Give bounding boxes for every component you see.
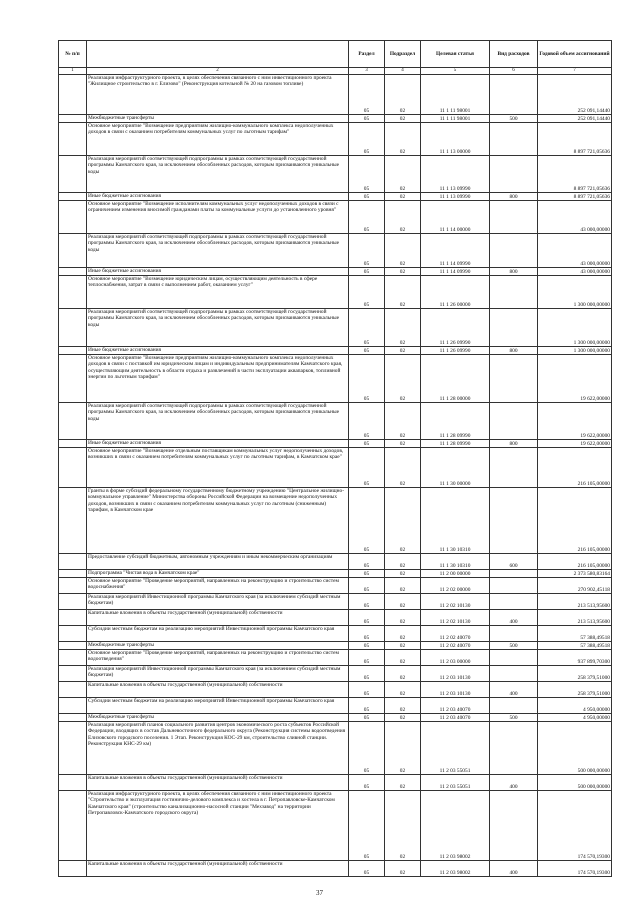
row-exptype-cell: 800: [490, 193, 538, 201]
table-row: [59, 403, 612, 440]
row-name-cell: Реализация мероприятий соответствующей подпрограммы в рамках соответствующей государственной программы Камчатского края, за исключением обособленных расходов, которым присваиваются уникальные коды: [87, 403, 349, 440]
row-podrazdel-cell: 02: [385, 554, 421, 570]
table-row: [59, 642, 612, 650]
row-num-cell: [59, 115, 87, 123]
row-razdel-cell: 05: [349, 268, 385, 276]
table-row: [59, 355, 612, 403]
row-num-cell: [59, 309, 87, 347]
row-podrazdel-cell: 02: [385, 75, 421, 115]
header-podrazdel: Подраздел: [385, 41, 421, 68]
page-number: 37: [316, 889, 323, 897]
row-target-cell: 11 2 03 10130: [421, 682, 490, 698]
row-target-cell: 11 2 02 40070: [421, 626, 490, 642]
table-row: [59, 610, 612, 626]
row-target-cell: 11 2 02 00000: [421, 578, 490, 594]
row-podrazdel-cell: 02: [385, 488, 421, 554]
row-num-cell: [59, 594, 87, 610]
row-amount-cell: 4 950,00000: [538, 698, 612, 714]
row-name-cell: Подпрограмма "Чистая вода в Камчатском крае": [87, 570, 349, 578]
row-num-cell: [59, 554, 87, 570]
table-row: [59, 594, 612, 610]
row-razdel-cell: 05: [349, 488, 385, 554]
row-name-cell: Основное мероприятие "Возмещение отдельным поставщикам коммунальных услуг недополученных доходов, возникших в связи с оказанием потребителям коммунальных услуг по льготным тарифам, в Камчатском крае": [87, 448, 349, 488]
row-num-cell: [59, 626, 87, 642]
table-row: [59, 570, 612, 578]
column-index-cell: 2: [87, 68, 349, 75]
row-num-cell: [59, 193, 87, 201]
row-name-cell: Капитальные вложения в объекты государственной (муниципальной) собственности: [87, 682, 349, 698]
row-num-cell: [59, 666, 87, 682]
row-num-cell: [59, 347, 87, 355]
row-podrazdel-cell: 02: [385, 698, 421, 714]
row-amount-cell: 19 622,00000: [538, 403, 612, 440]
row-podrazdel-cell: 02: [385, 578, 421, 594]
row-razdel-cell: 05: [349, 123, 385, 156]
table-row: [59, 448, 612, 488]
table-row: [59, 309, 612, 347]
row-razdel-cell: 05: [349, 234, 385, 268]
row-amount-cell: 252 091,14440: [538, 75, 612, 115]
header-target: Целевая статья: [421, 41, 490, 68]
row-name-cell: Капитальные вложения в объекты государственной (муниципальной) собственности: [87, 775, 349, 791]
row-exptype-cell: [490, 201, 538, 234]
row-name-cell: Иные бюджетные ассигнования: [87, 193, 349, 201]
row-razdel-cell: 05: [349, 554, 385, 570]
row-exptype-cell: 800: [490, 347, 538, 355]
row-name-cell: Межбюджетные трансферты: [87, 642, 349, 650]
row-razdel-cell: 05: [349, 682, 385, 698]
row-razdel-cell: 05: [349, 156, 385, 193]
row-exptype-cell: [490, 234, 538, 268]
row-exptype-cell: 800: [490, 268, 538, 276]
table-row: [59, 201, 612, 234]
row-num-cell: [59, 714, 87, 722]
row-podrazdel-cell: 02: [385, 123, 421, 156]
row-amount-cell: 4 950,00000: [538, 714, 612, 722]
row-razdel-cell: 05: [349, 791, 385, 861]
row-name-cell: Реализация мероприятий соответствующей подпрограммы в рамках соответствующей государственной программы Камчатского края, за исключением обособленных расходов, которым присваиваются уникальные коды: [87, 156, 349, 193]
header-razdel: Раздел: [349, 41, 385, 68]
row-razdel-cell: 05: [349, 578, 385, 594]
row-amount-cell: 500 000,00000: [538, 722, 612, 775]
row-podrazdel-cell: 02: [385, 193, 421, 201]
table-row: [59, 488, 612, 554]
row-podrazdel-cell: 02: [385, 440, 421, 448]
row-num-cell: [59, 276, 87, 309]
row-razdel-cell: 05: [349, 861, 385, 877]
row-amount-cell: 174 570,19300: [538, 791, 612, 861]
row-num-cell: [59, 610, 87, 626]
row-razdel-cell: 05: [349, 347, 385, 355]
budget-table-sheet: [58, 40, 611, 877]
header-exptype: Вид расходов: [490, 41, 538, 68]
table-row: [59, 115, 612, 123]
row-target-cell: 11 1 13 09990: [421, 156, 490, 193]
row-amount-cell: 1 300 000,00000: [538, 276, 612, 309]
row-amount-cell: 19 622,00000: [538, 440, 612, 448]
row-amount-cell: 43 000,00000: [538, 234, 612, 268]
row-amount-cell: 8 897 721,05636: [538, 193, 612, 201]
row-amount-cell: 57 388,49518: [538, 642, 612, 650]
row-target-cell: 11 1 26 09990: [421, 309, 490, 347]
row-exptype-cell: [490, 123, 538, 156]
row-amount-cell: 258 379,51000: [538, 682, 612, 698]
row-podrazdel-cell: 02: [385, 610, 421, 626]
row-exptype-cell: [490, 570, 538, 578]
row-razdel-cell: 05: [349, 722, 385, 775]
row-exptype-cell: [490, 791, 538, 861]
row-podrazdel-cell: 02: [385, 775, 421, 791]
table-row: [59, 554, 612, 570]
row-name-cell: Основное мероприятие "Возмещение предприятиям жилищно-коммунального комплекса недополученных доходов в связи с оказанием потребителям коммунальных услуг по льготным тарифам": [87, 123, 349, 156]
row-exptype-cell: [490, 309, 538, 347]
row-target-cell: 11 2 03 98002: [421, 791, 490, 861]
row-podrazdel-cell: 02: [385, 268, 421, 276]
row-razdel-cell: 05: [349, 440, 385, 448]
column-index-cell: 6: [490, 68, 538, 75]
row-num-cell: [59, 403, 87, 440]
row-razdel-cell: 05: [349, 115, 385, 123]
row-exptype-cell: [490, 698, 538, 714]
row-target-cell: 11 1 11 98001: [421, 115, 490, 123]
row-name-cell: Основное мероприятие "Проведение мероприятий, направленных на реконструкцию и строительство систем водоснабжения": [87, 578, 349, 594]
row-razdel-cell: 05: [349, 448, 385, 488]
row-podrazdel-cell: 02: [385, 594, 421, 610]
row-name-cell: Межбюджетные трансферты: [87, 714, 349, 722]
row-num-cell: [59, 75, 87, 115]
row-name-cell: Реализация мероприятий соответствующей подпрограммы в рамках соответствующей государственной программы Камчатского края, за исключением обособленных расходов, которым присваиваются уникальные коды: [87, 309, 349, 347]
row-target-cell: 11 2 03 00000: [421, 650, 490, 666]
row-razdel-cell: 05: [349, 642, 385, 650]
row-razdel-cell: 05: [349, 75, 385, 115]
row-podrazdel-cell: 02: [385, 347, 421, 355]
row-razdel-cell: 05: [349, 650, 385, 666]
row-podrazdel-cell: 02: [385, 309, 421, 347]
table-row: [59, 193, 612, 201]
row-exptype-cell: [490, 448, 538, 488]
row-name-cell: Капитальные вложения в объекты государственной (муниципальной) собственности: [87, 861, 349, 877]
table-row: [59, 234, 612, 268]
row-num-cell: [59, 488, 87, 554]
row-amount-cell: 19 622,00000: [538, 355, 612, 403]
row-razdel-cell: 05: [349, 775, 385, 791]
row-podrazdel-cell: 02: [385, 201, 421, 234]
row-exptype-cell: [490, 626, 538, 642]
row-amount-cell: 43 000,00000: [538, 201, 612, 234]
row-num-cell: [59, 650, 87, 666]
table-row: [59, 714, 612, 722]
row-razdel-cell: 05: [349, 355, 385, 403]
row-podrazdel-cell: 02: [385, 403, 421, 440]
row-num-cell: [59, 775, 87, 791]
row-podrazdel-cell: 02: [385, 650, 421, 666]
column-index-row: [59, 68, 612, 75]
table-row: [59, 861, 612, 877]
row-target-cell: 11 1 26 09990: [421, 347, 490, 355]
row-name-cell: Субсидии местным бюджетам на реализацию мероприятий Инвестиционной программы Камчатского края: [87, 698, 349, 714]
row-target-cell: 11 1 28 09990: [421, 403, 490, 440]
table-row: [59, 791, 612, 861]
row-razdel-cell: 05: [349, 626, 385, 642]
row-target-cell: 11 1 14 09990: [421, 234, 490, 268]
row-target-cell: 11 2 03 55051: [421, 722, 490, 775]
row-target-cell: 11 2 02 10130: [421, 594, 490, 610]
row-target-cell: 11 2 03 40070: [421, 714, 490, 722]
row-num-cell: [59, 201, 87, 234]
table-row: [59, 347, 612, 355]
row-podrazdel-cell: 02: [385, 276, 421, 309]
column-index-cell: 1: [59, 68, 87, 75]
row-target-cell: 11 1 28 09990: [421, 440, 490, 448]
header-amount: Годовой объем ассигнований: [538, 41, 612, 68]
table-row: [59, 775, 612, 791]
row-name-cell: Иные бюджетные ассигнования: [87, 440, 349, 448]
row-podrazdel-cell: 02: [385, 666, 421, 682]
row-amount-cell: 213 513,95600: [538, 594, 612, 610]
row-name-cell: Основное мероприятие "Возмещение предприятиям жилищно-коммунального комплекса недополученных доходов в связи с поставкой им юридическим лицам и индивидуальным предпринимателям Камчатского края, осуществляющим деятельность в области отдыха и развлечений в части эксплуатации аквапарков, топливной энергии по льготным тарифам": [87, 355, 349, 403]
row-razdel-cell: 05: [349, 594, 385, 610]
row-name-cell: Субсидии местным бюджетам на реализацию мероприятий Инвестиционной программы Камчатского края: [87, 626, 349, 642]
row-razdel-cell: 05: [349, 201, 385, 234]
row-amount-cell: 216 105,00000: [538, 488, 612, 554]
table-row: [59, 722, 612, 775]
row-razdel-cell: 05: [349, 403, 385, 440]
row-name-cell: Реализация инфраструктурного проекта, в целях обеспечения связанного с ним инвестиционного проекта "Строительство и эксплуатация гостинично-делового комплекса и хостела в г. Петропавловске-Камчатском Камчатского края" (строительство канализационно-насосной станции "Мехзавод" на территории Петропавловск-Камчатского городского округа): [87, 791, 349, 861]
row-target-cell: 11 1 14 00000: [421, 201, 490, 234]
row-amount-cell: 2 373 580,83164: [538, 570, 612, 578]
row-target-cell: 11 1 11 98001: [421, 75, 490, 115]
row-amount-cell: 8 897 721,05636: [538, 156, 612, 193]
row-target-cell: 11 1 28 00000: [421, 355, 490, 403]
row-num-cell: [59, 268, 87, 276]
row-razdel-cell: 05: [349, 276, 385, 309]
row-razdel-cell: 05: [349, 698, 385, 714]
table-row: [59, 698, 612, 714]
column-index-cell: 5: [421, 68, 490, 75]
row-exptype-cell: 400: [490, 861, 538, 877]
table-row: [59, 123, 612, 156]
row-amount-cell: 43 000,00000: [538, 268, 612, 276]
row-name-cell: Реализация мероприятий Инвестиционной программы Камчатского края (за исключением субсидий местным бюджетам): [87, 594, 349, 610]
table-row: [59, 156, 612, 193]
row-razdel-cell: 05: [349, 193, 385, 201]
row-amount-cell: 258 379,51000: [538, 666, 612, 682]
row-name-cell: Капитальные вложения в объекты государственной (муниципальной) собственности: [87, 610, 349, 626]
row-num-cell: [59, 355, 87, 403]
row-amount-cell: 252 091,14440: [538, 115, 612, 123]
row-amount-cell: 500 000,00000: [538, 775, 612, 791]
row-target-cell: 11 1 13 09990: [421, 193, 490, 201]
row-exptype-cell: 600: [490, 554, 538, 570]
header-num: № п/п: [59, 41, 87, 68]
row-exptype-cell: 500: [490, 714, 538, 722]
row-exptype-cell: 800: [490, 440, 538, 448]
row-exptype-cell: [490, 276, 538, 309]
budget-table: [58, 40, 612, 877]
column-index-cell: 3: [349, 68, 385, 75]
row-num-cell: [59, 861, 87, 877]
row-podrazdel-cell: 02: [385, 234, 421, 268]
row-num-cell: [59, 682, 87, 698]
row-podrazdel-cell: 02: [385, 626, 421, 642]
row-num-cell: [59, 570, 87, 578]
row-name-cell: Основное мероприятие "Проведение мероприятий, направленных на реконструкцию и строительство систем водоотведения": [87, 650, 349, 666]
row-exptype-cell: 400: [490, 775, 538, 791]
row-exptype-cell: 500: [490, 642, 538, 650]
row-exptype-cell: [490, 722, 538, 775]
row-exptype-cell: [490, 666, 538, 682]
table-row: [59, 578, 612, 594]
table-row: [59, 682, 612, 698]
column-index-cell: 4: [385, 68, 421, 75]
row-num-cell: [59, 698, 87, 714]
row-podrazdel-cell: 02: [385, 714, 421, 722]
row-podrazdel-cell: 02: [385, 642, 421, 650]
row-razdel-cell: 05: [349, 666, 385, 682]
column-index-cell: 7: [538, 68, 612, 75]
row-podrazdel-cell: 02: [385, 156, 421, 193]
row-name-cell: Реализация мероприятий соответствующей подпрограммы в рамках соответствующей государственной программы Камчатского края, за исключением обособленных расходов, которым присваиваются уникальные коды: [87, 234, 349, 268]
row-amount-cell: 1 300 000,00000: [538, 347, 612, 355]
row-target-cell: 11 1 26 00000: [421, 276, 490, 309]
row-name-cell: Гранты в форме субсидий федеральному государственному бюджетному учреждению "Центральное жилищно-коммунальное управление" Министерства обороны Российской Федерации на возмещение недополученных доходов, возникших в связи с оказанием потребителям коммунальных услуг по льготным (сниженным) тарифам, в Камчатском крае: [87, 488, 349, 554]
row-num-cell: [59, 156, 87, 193]
row-exptype-cell: [490, 650, 538, 666]
table-row: [59, 276, 612, 309]
row-name-cell: Предоставление субсидий бюджетным, автономным учреждениям и иным некоммерческим организациям: [87, 554, 349, 570]
table-row: [59, 440, 612, 448]
row-num-cell: [59, 642, 87, 650]
row-podrazdel-cell: 02: [385, 115, 421, 123]
row-amount-cell: 174 570,19300: [538, 861, 612, 877]
row-num-cell: [59, 234, 87, 268]
row-amount-cell: 216 105,00000: [538, 554, 612, 570]
row-num-cell: [59, 440, 87, 448]
row-target-cell: 11 1 30 10310: [421, 554, 490, 570]
table-body: [59, 75, 612, 877]
header-name: [87, 41, 349, 68]
row-num-cell: [59, 578, 87, 594]
row-name-cell: Иные бюджетные ассигнования: [87, 347, 349, 355]
row-exptype-cell: [490, 578, 538, 594]
row-amount-cell: 1 300 000,00000: [538, 309, 612, 347]
row-podrazdel-cell: 02: [385, 791, 421, 861]
row-num-cell: [59, 123, 87, 156]
row-target-cell: 11 2 02 40070: [421, 642, 490, 650]
row-exptype-cell: 400: [490, 682, 538, 698]
row-name-cell: Реализация инфраструктурного проекта, в целях обеспечения связанного с ним инвестиционного проекта "Жилищное строительство в г. Елизово" (Реконструкция котельной № 20 на газовом топливе): [87, 75, 349, 115]
row-podrazdel-cell: 02: [385, 861, 421, 877]
row-amount-cell: 213 513,95600: [538, 610, 612, 626]
row-podrazdel-cell: 02: [385, 570, 421, 578]
row-num-cell: [59, 722, 87, 775]
row-target-cell: 11 1 14 09990: [421, 268, 490, 276]
table-row: [59, 626, 612, 642]
row-target-cell: 11 1 13 00000: [421, 123, 490, 156]
row-exptype-cell: [490, 403, 538, 440]
row-exptype-cell: 400: [490, 610, 538, 626]
table-row: [59, 75, 612, 115]
row-exptype-cell: [490, 75, 538, 115]
row-razdel-cell: 05: [349, 610, 385, 626]
row-target-cell: 11 2 03 55051: [421, 775, 490, 791]
table-row: [59, 666, 612, 682]
table-header-row: [59, 41, 612, 68]
row-exptype-cell: [490, 594, 538, 610]
row-podrazdel-cell: 02: [385, 448, 421, 488]
row-amount-cell: 8 897 721,05636: [538, 123, 612, 156]
row-amount-cell: 216 105,00000: [538, 448, 612, 488]
row-target-cell: 11 2 03 10130: [421, 666, 490, 682]
row-target-cell: 11 2 03 40070: [421, 698, 490, 714]
row-exptype-cell: [490, 355, 538, 403]
row-razdel-cell: 05: [349, 570, 385, 578]
row-podrazdel-cell: 02: [385, 722, 421, 775]
row-exptype-cell: [490, 488, 538, 554]
row-amount-cell: 270 902,45118: [538, 578, 612, 594]
row-amount-cell: 937 899,70300: [538, 650, 612, 666]
row-name-cell: Иные бюджетные ассигнования: [87, 268, 349, 276]
row-target-cell: 11 2 00 00000: [421, 570, 490, 578]
table-row: [59, 268, 612, 276]
row-exptype-cell: 500: [490, 115, 538, 123]
row-podrazdel-cell: 02: [385, 682, 421, 698]
row-name-cell: Межбюджетные трансферты: [87, 115, 349, 123]
row-name-cell: Основное мероприятие "Возмещение исполнителям коммунальных услуг недополученных доходов в связи с ограничением изменения вносимой гражданами платы за коммунальные услуги до установленного уровня": [87, 201, 349, 234]
row-razdel-cell: 05: [349, 309, 385, 347]
row-target-cell: 11 2 03 98002: [421, 861, 490, 877]
row-num-cell: [59, 448, 87, 488]
row-target-cell: 11 1 30 00000: [421, 448, 490, 488]
row-name-cell: Реализация мероприятий планов социального развития центров экономического роста субъектов Российской Федерации, входящих в состав Дальневосточного федерального округа (Реконструкция системы водоотведения Елизовского городского поселения. 1 Этап. Реконструкция КОС-29 км, строительство сливной станции. Реконструкция КНС-29 км): [87, 722, 349, 775]
row-razdel-cell: 05: [349, 714, 385, 722]
row-exptype-cell: [490, 156, 538, 193]
row-target-cell: 11 2 02 10130: [421, 610, 490, 626]
row-num-cell: [59, 791, 87, 861]
table-row: [59, 650, 612, 666]
row-name-cell: Реализация мероприятий Инвестиционной программы Камчатского края (за исключением субсидий местным бюджетам): [87, 666, 349, 682]
row-amount-cell: 57 388,49518: [538, 626, 612, 642]
row-name-cell: Основное мероприятие "Возмещение юридическим лицам, осуществляющим деятельность в сфере теплоснабжения, затрат в связи с выполнением работ, оказанием услуг": [87, 276, 349, 309]
row-podrazdel-cell: 02: [385, 355, 421, 403]
row-target-cell: 11 1 30 10310: [421, 488, 490, 554]
